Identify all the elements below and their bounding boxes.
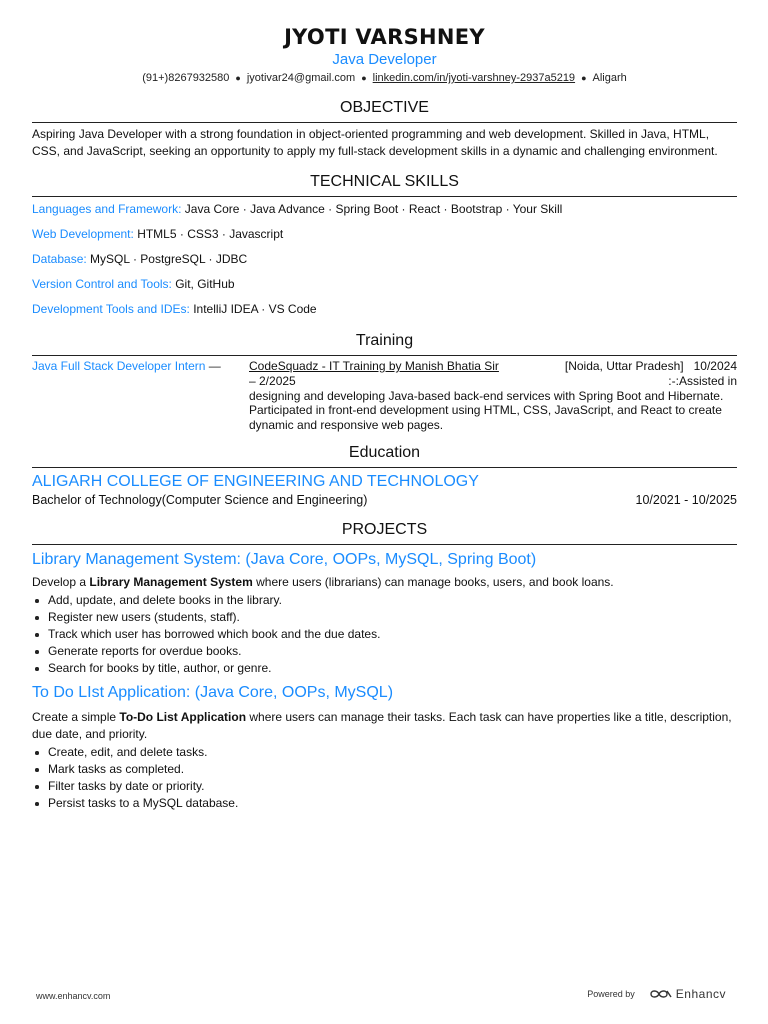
project-title: Library Management System: (Java Core, OOPs, MySQL, Spring Boot) xyxy=(32,550,537,568)
education-degree-line xyxy=(32,492,737,508)
location: Aligarh xyxy=(592,72,627,84)
project-intro-post: where users can manage their tasks. Each task can have properties like a title, description, due date, and priority. xyxy=(32,710,732,741)
separator-dot-icon: ● xyxy=(361,73,367,83)
contact-line xyxy=(32,70,737,86)
footer-powered-by: Powered by xyxy=(587,989,635,999)
skill-items: Java Core · Java Advance · Spring Boot · React · Bootstrap · Your Skill xyxy=(184,202,563,216)
project-intro-post: where users (librarians) can manage books, users, and book loans. xyxy=(252,574,614,589)
separator-dot-icon: ● xyxy=(581,73,587,83)
project-intro-bold: To-Do List Application xyxy=(119,710,247,725)
project-bullet: Search for books by title, author, or genre. xyxy=(32,660,737,677)
job-headline: Java Developer xyxy=(332,51,437,68)
footer-branding[interactable] xyxy=(587,987,726,1001)
footer-site-link[interactable]: www.enhancv.com xyxy=(36,991,111,1001)
project-entry xyxy=(32,550,737,678)
project-bullet: Create, edit, and delete tasks. xyxy=(32,744,737,761)
training-company-link[interactable]: CodeSquadz - IT Training by Manish Bhatia Sir xyxy=(249,359,499,373)
skill-row xyxy=(32,301,737,317)
skill-label: Database: xyxy=(32,252,87,266)
email-address: jyotivar24@gmail.com xyxy=(246,72,356,84)
training-details xyxy=(249,359,737,433)
training-tail: :-:Assisted in xyxy=(668,373,737,388)
project-bullet: Track which user has borrowed which book and the due dates. xyxy=(32,626,737,643)
education-degree: Bachelor of Technology(Computer Science and Engineering) xyxy=(32,492,368,507)
objective-text: Aspiring Java Developer with a strong foundation in object-oriented programming and web development. Skilled in Java, HTML, CSS, and JavaScript, seeking an opportunity to apply my full-stack development skills in a dynamic and challenging environment. xyxy=(32,127,718,158)
skill-label: Web Development: xyxy=(32,227,134,241)
skill-label: Development Tools and IDEs: xyxy=(32,302,190,316)
training-entry xyxy=(32,359,737,433)
training-second-line xyxy=(249,374,737,389)
skills-list xyxy=(32,201,737,317)
project-bullet: Generate reports for overdue books. xyxy=(32,643,737,660)
project-bullet-list xyxy=(32,744,737,812)
separator-dot-icon: ● xyxy=(235,73,241,83)
linkedin-link[interactable]: linkedin.com/in/jyoti-varshney-2937a5219 xyxy=(372,72,576,84)
skill-row xyxy=(32,276,737,292)
section-title-objective: OBJECTIVE xyxy=(32,98,737,123)
skill-row xyxy=(32,251,737,267)
footer-brand: Enhancv xyxy=(675,987,726,1001)
skill-row xyxy=(32,226,737,242)
skill-label: Version Control and Tools: xyxy=(32,277,172,291)
education-dates: 10/2021 - 10/2025 xyxy=(635,492,737,507)
training-location: [Noida, Uttar Pradesh] xyxy=(564,359,684,373)
project-entry xyxy=(32,683,737,812)
training-date-start: 10/2024 xyxy=(693,359,737,373)
skill-label: Languages and Framework: xyxy=(32,202,182,216)
project-intro xyxy=(32,574,737,591)
training-top-line xyxy=(249,359,737,374)
project-intro-pre: Develop a xyxy=(32,574,90,589)
project-bullet-list xyxy=(32,592,737,677)
skill-items: Git, GitHub xyxy=(175,277,235,291)
project-bullet: Mark tasks as completed. xyxy=(32,761,737,778)
education-school: ALIGARH COLLEGE OF ENGINEERING AND TECHNOLOGY xyxy=(32,472,479,490)
skill-items: HTML5 · CSS3 · Javascript xyxy=(137,227,284,241)
phone-number: (91+)8267932580 xyxy=(142,72,230,84)
project-bullet: Filter tasks by date or priority. xyxy=(32,778,737,795)
project-bullet: Persist tasks to a MySQL database. xyxy=(32,795,737,812)
section-title-skills: TECHNICAL SKILLS xyxy=(32,172,737,197)
skill-row xyxy=(32,201,737,217)
project-intro-bold: Library Management System xyxy=(89,574,253,589)
project-title: To Do LIst Application: (Java Core, OOPs, MySQL) xyxy=(32,684,394,702)
resume-page xyxy=(32,24,737,812)
candidate-name: JYOTI VARSHNEY xyxy=(284,25,485,49)
project-bullet: Register new users (students, staff). xyxy=(32,609,737,626)
training-role: Java Full Stack Developer Intern xyxy=(32,359,206,373)
skill-items: MySQL · PostgreSQL · JDBC xyxy=(90,252,248,266)
project-intro xyxy=(32,709,737,742)
training-description: designing and developing Java-based back-end services with Spring Boot and Hibernate. Participated in front-end development using HTML, CSS, JavaScript, and React to create dynamic and responsive web pages. xyxy=(249,388,724,433)
section-title-training: Training xyxy=(32,331,737,356)
section-title-projects: PROJECTS xyxy=(32,520,737,545)
project-intro-pre: Create a simple xyxy=(32,710,120,725)
section-title-education: Education xyxy=(32,443,737,468)
enhancv-logo-icon xyxy=(649,988,673,1000)
training-date-end: – 2/2025 xyxy=(249,373,296,388)
skill-items: IntelliJ IDEA · VS Code xyxy=(193,302,317,316)
training-dash: — xyxy=(208,359,221,373)
training-location-date xyxy=(565,359,737,374)
project-bullet: Add, update, and delete books in the library. xyxy=(32,592,737,609)
training-role-block xyxy=(32,359,249,433)
